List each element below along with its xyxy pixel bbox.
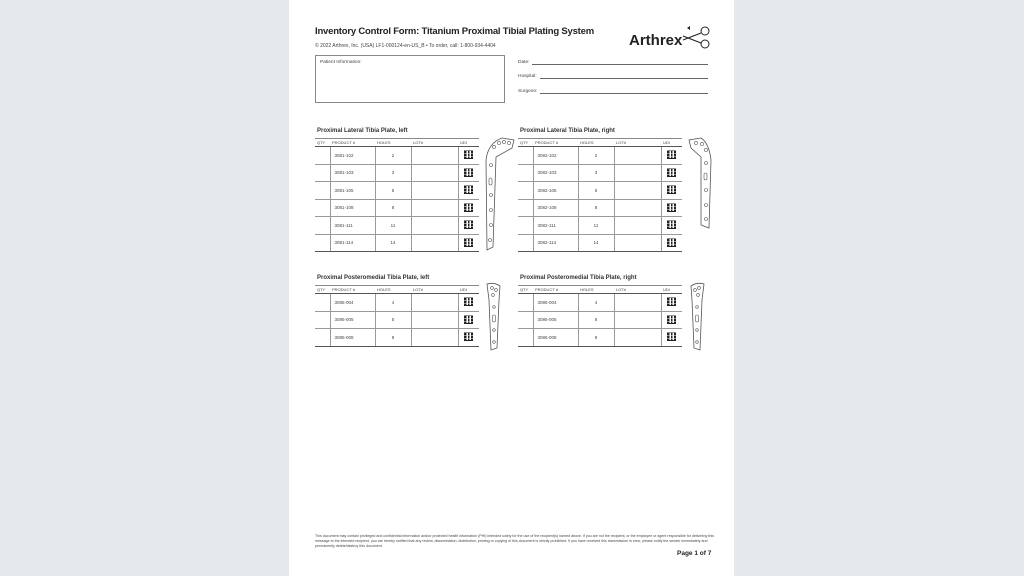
product-number: 3081-103 (330, 164, 375, 182)
product-number: 3082-108 (533, 199, 578, 217)
inventory-table (518, 138, 682, 252)
lot-cell[interactable] (411, 234, 458, 252)
udi-cell (661, 217, 682, 235)
column-header: HOLES (375, 139, 411, 147)
column-header: UDI (661, 286, 682, 294)
scissors-logo-icon (681, 24, 711, 50)
udi-cell (458, 182, 479, 200)
product-number: 3082-111 (533, 217, 578, 235)
product-number: 3082-105 (533, 182, 578, 200)
udi-cell (661, 182, 682, 200)
qty-cell[interactable] (518, 329, 533, 347)
date-field[interactable] (518, 60, 708, 65)
product-number: 3086-004 (533, 294, 578, 312)
qty-cell[interactable] (315, 182, 330, 200)
patient-information-box[interactable] (315, 55, 505, 103)
lateral-plate-left-illustration (484, 135, 516, 255)
product-number: 3081-111 (330, 217, 375, 235)
lot-cell[interactable] (614, 234, 661, 252)
lot-cell[interactable] (411, 311, 458, 329)
lot-cell[interactable] (614, 217, 661, 235)
table-row (315, 199, 479, 217)
table-row (315, 234, 479, 252)
column-header: LOT# (614, 286, 661, 294)
table-row (315, 182, 479, 200)
table-row (518, 164, 682, 182)
table-header-row (518, 139, 682, 147)
udi-cell (458, 329, 479, 347)
inventory-table (315, 285, 479, 347)
qr-code-icon (667, 238, 676, 247)
table-row (518, 147, 682, 165)
lot-cell[interactable] (614, 294, 661, 312)
arthrex-logo (629, 32, 682, 49)
qty-cell[interactable] (518, 147, 533, 165)
qr-code-icon (667, 297, 676, 306)
column-header: HOLES (375, 286, 411, 294)
udi-cell (661, 199, 682, 217)
confidentiality-disclaimer: This document may contain privileged and confidential information and/or protected health information (PHI) intended solely for the use of the recipient(s) named above. If you are not the recipient, or the employee or agent responsible for delivering this message to the intended recipient, you are hereby notified that any review, dissemination, distribution, printing or copying of this document is strictly prohibited. If you have received this transmission in error, please notify the sender immediately and permanently delete/destroy this document. (315, 534, 714, 548)
column-header: HOLES (578, 286, 614, 294)
column-header: LOT# (411, 139, 458, 147)
posteromedial-plate-left-illustration (484, 282, 504, 352)
surgeon-label: Surgeon: (518, 89, 538, 94)
qty-cell[interactable] (518, 182, 533, 200)
udi-cell (458, 217, 479, 235)
document-page (289, 0, 734, 576)
holes-count: 5 (578, 182, 614, 200)
table-row (315, 217, 479, 235)
column-header: UDI (458, 139, 479, 147)
lot-cell[interactable] (411, 294, 458, 312)
column-header: PRODUCT # (533, 139, 578, 147)
qty-cell[interactable] (518, 199, 533, 217)
lot-cell[interactable] (614, 182, 661, 200)
qr-code-icon (464, 220, 473, 229)
qty-cell[interactable] (518, 217, 533, 235)
lot-cell[interactable] (614, 164, 661, 182)
qty-cell[interactable] (518, 311, 533, 329)
holes-count: 8 (375, 329, 411, 347)
udi-cell (458, 164, 479, 182)
column-header: LOT# (614, 139, 661, 147)
qr-code-icon (667, 150, 676, 159)
holes-count: 8 (578, 329, 614, 347)
holes-count: 14 (375, 234, 411, 252)
udi-cell (661, 311, 682, 329)
qr-code-icon (667, 315, 676, 324)
holes-count: 3 (375, 164, 411, 182)
qr-code-icon (464, 238, 473, 247)
udi-cell (458, 199, 479, 217)
holes-count: 5 (375, 311, 411, 329)
qr-code-icon (667, 220, 676, 229)
udi-cell (661, 329, 682, 347)
holes-count: 8 (578, 199, 614, 217)
table-row (518, 234, 682, 252)
lot-cell[interactable] (411, 217, 458, 235)
column-header: PRODUCT # (330, 139, 375, 147)
qr-code-icon (464, 185, 473, 194)
lot-cell[interactable] (614, 199, 661, 217)
logo-text: Arthrex (629, 32, 683, 49)
product-number: 3082-102 (533, 147, 578, 165)
product-number: 3085-005 (330, 311, 375, 329)
table-row (315, 329, 479, 347)
qty-cell[interactable] (315, 147, 330, 165)
section-title: Proximal Posteromedial Tibia Plate, right (520, 275, 637, 281)
qty-cell[interactable] (315, 217, 330, 235)
udi-cell (661, 294, 682, 312)
product-number: 3081-102 (330, 147, 375, 165)
date-label: Date: (518, 60, 530, 65)
qty-cell[interactable] (315, 234, 330, 252)
product-number: 3086-008 (533, 329, 578, 347)
udi-cell (458, 311, 479, 329)
holes-count: 5 (578, 311, 614, 329)
lateral-plate-right-illustration (687, 135, 719, 235)
product-number: 3086-005 (533, 311, 578, 329)
qty-cell[interactable] (315, 164, 330, 182)
holes-count: 14 (578, 234, 614, 252)
table-row (518, 294, 682, 312)
table-row (315, 147, 479, 165)
surgeon-field[interactable] (518, 89, 708, 94)
table-header-row (315, 139, 479, 147)
holes-count: 5 (375, 182, 411, 200)
table-row (315, 311, 479, 329)
product-number: 3082-114 (533, 234, 578, 252)
table-row (518, 199, 682, 217)
udi-cell (458, 147, 479, 165)
udi-cell (661, 234, 682, 252)
column-header: HOLES (578, 139, 614, 147)
lot-cell[interactable] (614, 329, 661, 347)
lot-cell[interactable] (411, 182, 458, 200)
document-title: Inventory Control Form: Titanium Proximal Tibial Plating System (315, 26, 594, 37)
udi-cell (458, 294, 479, 312)
table-row (518, 217, 682, 235)
column-header: QTY (315, 286, 330, 294)
udi-cell (661, 164, 682, 182)
lot-cell[interactable] (411, 147, 458, 165)
qr-code-icon (464, 297, 473, 306)
product-number: 3085-004 (330, 294, 375, 312)
surgeon-line[interactable] (540, 89, 708, 94)
udi-cell (661, 147, 682, 165)
product-number: 3085-008 (330, 329, 375, 347)
qty-cell[interactable] (518, 234, 533, 252)
qr-code-icon (464, 332, 473, 341)
column-header: UDI (458, 286, 479, 294)
holes-count: 2 (578, 147, 614, 165)
column-header: PRODUCT # (533, 286, 578, 294)
column-header: PRODUCT # (330, 286, 375, 294)
section-title: Proximal Posteromedial Tibia Plate, left (317, 275, 430, 281)
document-subtitle: © 2022 Arthrex, Inc. (USA) LF1-000124-en-US_B • To order, call: 1-800-934-4404 (315, 43, 496, 49)
qr-code-icon (667, 203, 676, 212)
holes-count: 4 (375, 294, 411, 312)
qr-code-icon (667, 168, 676, 177)
table-row (518, 329, 682, 347)
hospital-label: Hospital: (518, 74, 537, 79)
qty-cell[interactable] (315, 329, 330, 347)
column-header: UDI (661, 139, 682, 147)
qty-cell[interactable] (518, 294, 533, 312)
qty-cell[interactable] (315, 294, 330, 312)
product-number: 3081-108 (330, 199, 375, 217)
table-row (315, 164, 479, 182)
page-number: Page 1 of 7 (677, 550, 712, 557)
lot-cell[interactable] (411, 199, 458, 217)
qr-code-icon (667, 332, 676, 341)
column-header: QTY (518, 286, 533, 294)
column-header: QTY (518, 139, 533, 147)
table-row (518, 182, 682, 200)
patient-information-label: Patient Information: (320, 60, 362, 65)
holes-count: 11 (578, 217, 614, 235)
qty-cell[interactable] (315, 199, 330, 217)
lot-cell[interactable] (411, 329, 458, 347)
inventory-table (315, 138, 479, 252)
holes-count: 11 (375, 217, 411, 235)
hospital-line[interactable] (540, 74, 708, 79)
qr-code-icon (464, 203, 473, 212)
udi-cell (458, 234, 479, 252)
section-title: Proximal Lateral Tibia Plate, right (520, 128, 615, 134)
posteromedial-plate-right-illustration (687, 282, 707, 352)
table-row (518, 311, 682, 329)
lot-cell[interactable] (614, 311, 661, 329)
qty-cell[interactable] (315, 311, 330, 329)
date-line[interactable] (532, 60, 708, 65)
product-number: 3081-105 (330, 182, 375, 200)
lot-cell[interactable] (411, 164, 458, 182)
qr-code-icon (667, 185, 676, 194)
inventory-table (518, 285, 682, 347)
holes-count: 3 (578, 164, 614, 182)
qr-code-icon (464, 150, 473, 159)
qr-code-icon (464, 168, 473, 177)
column-header: LOT# (411, 286, 458, 294)
qty-cell[interactable] (518, 164, 533, 182)
lot-cell[interactable] (614, 147, 661, 165)
hospital-field[interactable] (518, 74, 708, 79)
product-number: 3081-114 (330, 234, 375, 252)
table-header-row (315, 286, 479, 294)
holes-count: 4 (578, 294, 614, 312)
holes-count: 8 (375, 199, 411, 217)
product-number: 3082-103 (533, 164, 578, 182)
section-title: Proximal Lateral Tibia Plate, left (317, 128, 408, 134)
column-header: QTY (315, 139, 330, 147)
table-header-row (518, 286, 682, 294)
qr-code-icon (464, 315, 473, 324)
table-row (315, 294, 479, 312)
holes-count: 2 (375, 147, 411, 165)
